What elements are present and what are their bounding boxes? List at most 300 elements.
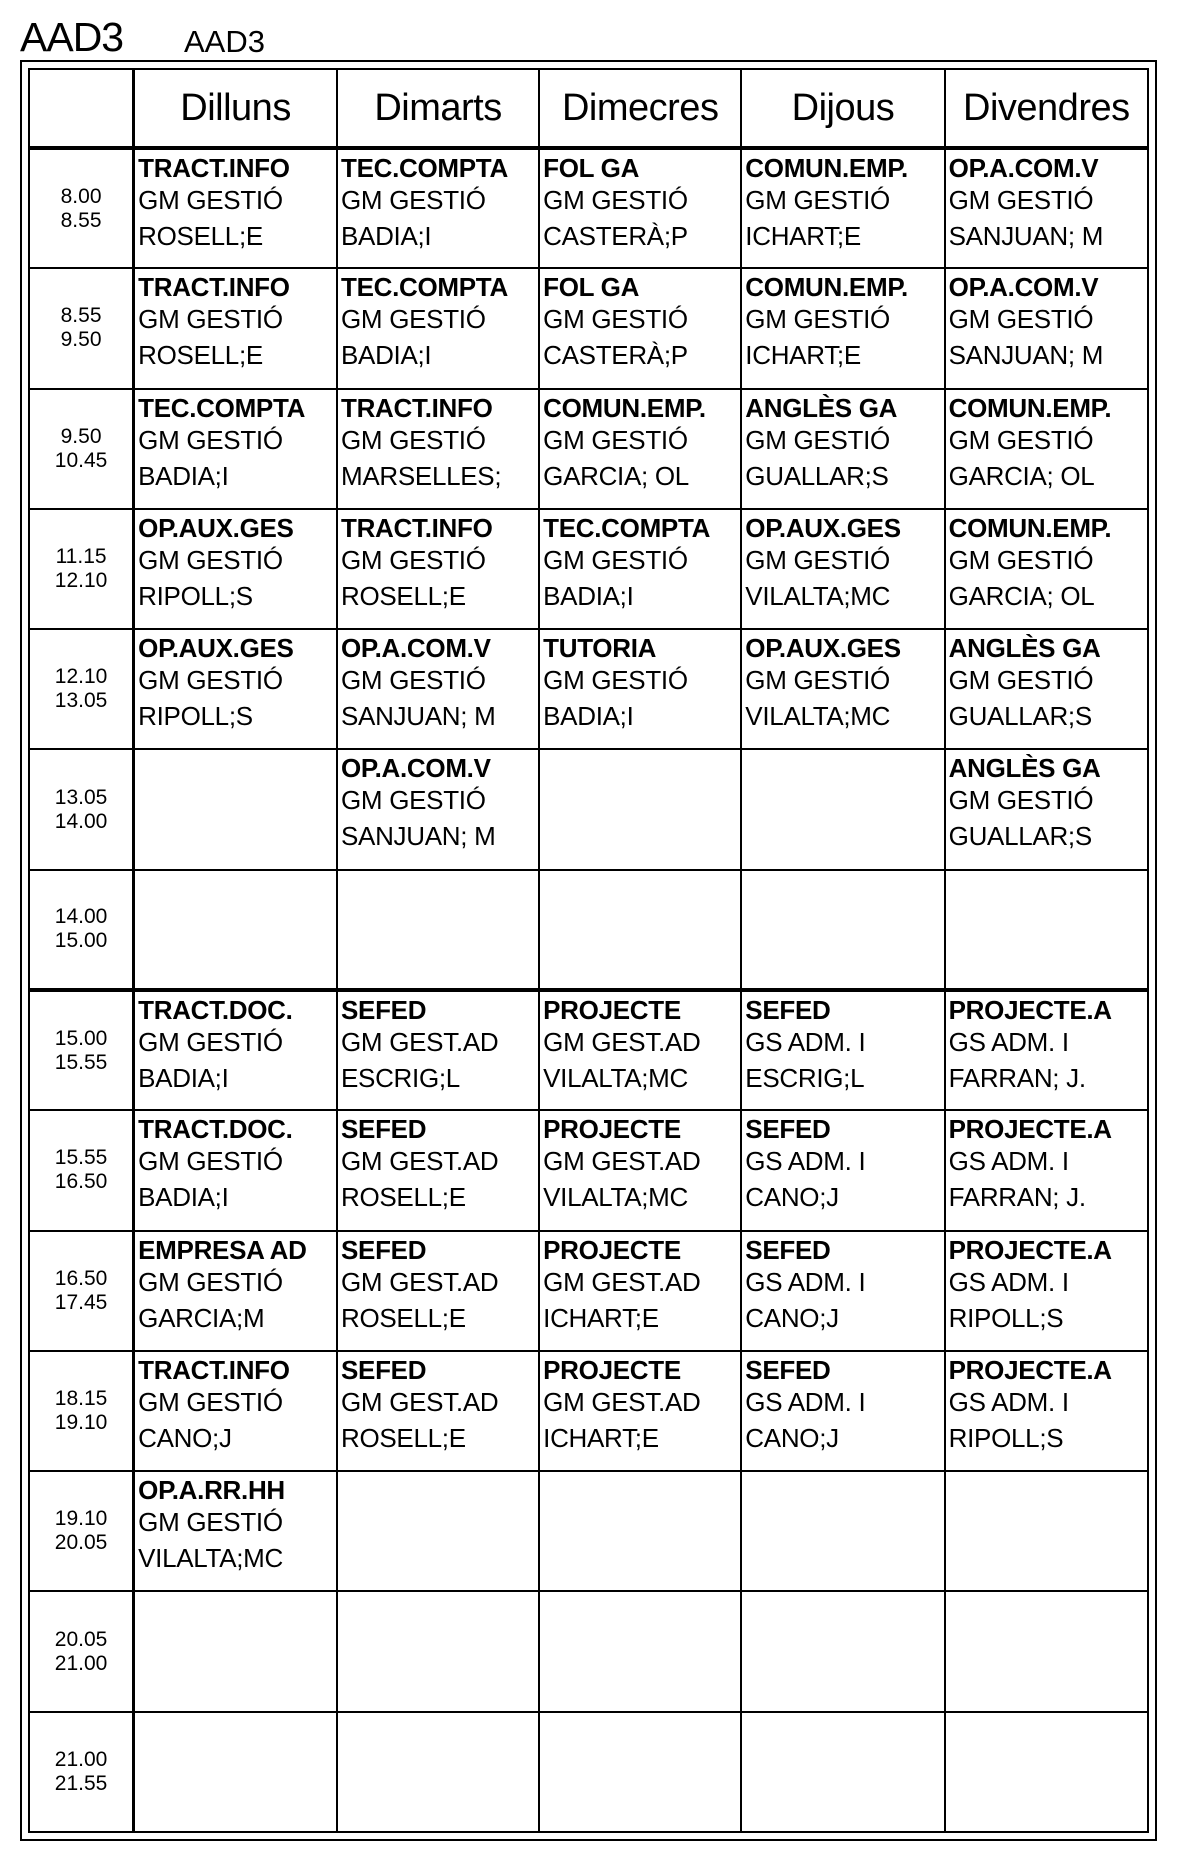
lesson-teacher: VILALTA;MC: [745, 701, 891, 732]
lesson-subject: TRACT.INFO: [138, 1354, 290, 1385]
lesson-cell: [539, 870, 741, 990]
lesson: [338, 1472, 538, 1476]
lesson-group: GM GESTIÓ: [138, 424, 283, 455]
time-start: 14.00: [54, 905, 108, 929]
lesson-teacher: SANJUAN; M: [948, 221, 1104, 251]
lesson-subject: OP.A.COM.V: [340, 753, 491, 784]
time-start: 11.15: [55, 544, 107, 568]
lesson: [946, 871, 1147, 875]
lesson-cell: [945, 1591, 1148, 1711]
lesson-cell: [134, 1712, 337, 1832]
lesson: [135, 390, 336, 494]
lesson-subject: SEFED: [745, 1114, 831, 1145]
lesson-group: GM GEST.AD: [340, 1386, 499, 1417]
page-subtitle: AAD3: [184, 24, 265, 59]
lesson-teacher: GUALLAR;S: [948, 821, 1092, 852]
lesson-cell: [134, 509, 337, 629]
time-end: 21.55: [54, 1771, 108, 1795]
day-header: Dimecres: [539, 69, 741, 148]
time-cell: [29, 1471, 134, 1591]
lesson-subject: PROJECTE: [543, 1354, 681, 1385]
lesson-subject: PROJECTE.A: [948, 1354, 1112, 1385]
lesson-group: GM GESTIÓ: [948, 544, 1094, 575]
time-end: 19.10: [54, 1410, 108, 1434]
lesson-teacher: BADIA;I: [543, 580, 634, 611]
time-start: 15.55: [54, 1146, 108, 1170]
time-start: 8.00: [60, 184, 102, 208]
lesson-subject: OP.A.RR.HH: [138, 1475, 285, 1506]
time-start: 18.15: [54, 1386, 108, 1410]
lesson-subject: OP.A.COM.V: [948, 153, 1099, 183]
lesson-teacher: ROSELL;E: [138, 340, 263, 371]
lesson-cell: [741, 509, 944, 629]
lesson-cell: [134, 1110, 337, 1230]
lesson-cell: [741, 1351, 944, 1471]
lesson-group: GM GESTIÓ: [138, 1146, 283, 1177]
lesson-cell: [741, 1591, 944, 1711]
lesson-teacher: RIPOLL;S: [948, 1422, 1064, 1453]
time-start: 13.05: [54, 785, 108, 809]
lesson-group: GM GESTIÓ: [340, 424, 486, 455]
lesson-group: GM GEST.AD: [340, 1026, 499, 1057]
lesson: [946, 390, 1147, 494]
lesson-teacher: ROSELL;E: [340, 580, 466, 611]
lesson-teacher: GUALLAR;S: [948, 701, 1092, 732]
time-end: 12.10: [54, 568, 108, 592]
lesson-subject: SEFED: [745, 1354, 831, 1385]
corner-cell: [29, 69, 134, 148]
lesson-teacher: BADIA;I: [138, 460, 229, 491]
lesson: [338, 1352, 538, 1456]
lesson-teacher: SANJUAN; M: [340, 821, 496, 852]
lesson-cell: [337, 1591, 539, 1711]
lesson: [135, 1592, 336, 1596]
time-cell: [29, 870, 134, 990]
lesson-group: GM GESTIÓ: [340, 304, 486, 335]
time-cell: [29, 389, 134, 509]
lesson-subject: TRACT.DOC.: [138, 1114, 293, 1145]
lesson: [742, 1232, 943, 1336]
lesson-group: GM GESTIÓ: [340, 665, 486, 696]
lesson-teacher: SANJUAN; M: [340, 701, 496, 732]
lesson: [540, 992, 740, 1096]
lesson: [338, 630, 538, 734]
lesson-cell: [337, 268, 539, 388]
lesson-cell: [539, 990, 741, 1110]
lesson-group: GM GESTIÓ: [138, 1386, 283, 1417]
lesson-cell: [945, 389, 1148, 509]
lesson-cell: [134, 148, 337, 268]
time-cell: [29, 990, 134, 1110]
lesson-group: GS ADM. I: [948, 1026, 1069, 1057]
lesson-cell: [134, 268, 337, 388]
time-cell: [29, 1231, 134, 1351]
lesson-subject: TUTORIA: [543, 633, 657, 664]
lesson-teacher: VILALTA;MC: [543, 1182, 688, 1213]
lesson-group: GM GESTIÓ: [948, 185, 1094, 215]
time-end: 14.00: [54, 809, 108, 833]
lesson-group: GM GEST.AD: [340, 1266, 499, 1297]
lesson-group: GM GESTIÓ: [745, 665, 890, 696]
lesson-cell: [741, 990, 944, 1110]
lesson: [540, 150, 740, 254]
lesson-cell: [741, 1110, 944, 1230]
lesson-group: GS ADM. I: [745, 1266, 866, 1297]
time-end: 15.55: [54, 1050, 108, 1074]
day-header: Dilluns: [134, 69, 337, 148]
lesson-subject: COMUN.EMP.: [745, 153, 908, 183]
time-end: 17.45: [54, 1290, 108, 1314]
lesson-group: GM GEST.AD: [543, 1386, 701, 1417]
lesson: [742, 1592, 943, 1596]
lesson-cell: [741, 870, 944, 990]
lesson-teacher: BADIA;I: [340, 340, 432, 371]
lesson-group: GM GESTIÓ: [138, 544, 283, 575]
time-slot-row: [29, 268, 1148, 388]
lesson: [338, 1713, 538, 1717]
lesson-cell: [741, 629, 944, 749]
lesson: [135, 871, 336, 875]
lesson-cell: [134, 990, 337, 1110]
lesson-teacher: SANJUAN; M: [948, 340, 1104, 371]
lesson-group: GM GESTIÓ: [340, 185, 486, 215]
lesson: [135, 510, 336, 614]
time-end: 13.05: [54, 689, 108, 713]
lesson-teacher: ICHART;E: [543, 1422, 659, 1453]
lesson-subject: PROJECTE.A: [948, 1234, 1112, 1265]
lesson-cell: [134, 1351, 337, 1471]
time-slot-row: [29, 509, 1148, 629]
lesson-cell: [337, 990, 539, 1110]
lesson-cell: [539, 1351, 741, 1471]
lesson-teacher: CANO;J: [745, 1422, 839, 1453]
lesson-teacher: ROSELL;E: [340, 1422, 466, 1453]
lesson-subject: FOL GA: [543, 272, 640, 303]
lesson-cell: [945, 148, 1148, 268]
lesson-teacher: BADIA;I: [138, 1062, 229, 1093]
lesson-subject: TRACT.INFO: [138, 272, 290, 303]
time-slot-row: [29, 990, 1148, 1110]
lesson-cell: [337, 1231, 539, 1351]
lesson: [338, 871, 538, 875]
lesson-teacher: GARCIA; OL: [543, 460, 689, 491]
lesson-group: GS ADM. I: [745, 1386, 866, 1417]
lesson-group: GS ADM. I: [948, 1146, 1069, 1177]
lesson-teacher: CASTERÀ;P: [543, 340, 688, 371]
lesson-teacher: GUALLAR;S: [745, 460, 889, 491]
lesson-teacher: ROSELL;E: [340, 1182, 466, 1213]
lesson-subject: SEFED: [745, 1234, 831, 1265]
time-slot-row: [29, 870, 1148, 990]
time-start: 16.50: [54, 1266, 108, 1290]
lesson-subject: COMUN.EMP.: [745, 272, 908, 303]
lesson-group: GM GEST.AD: [543, 1266, 701, 1297]
time-cell: [29, 509, 134, 629]
lesson-cell: [134, 629, 337, 749]
lesson: [135, 750, 336, 754]
lesson-group: GM GESTIÓ: [745, 185, 890, 215]
lesson-group: GM GESTIÓ: [138, 185, 283, 215]
lesson: [946, 1111, 1147, 1215]
lesson-group: GS ADM. I: [745, 1026, 866, 1057]
lesson-cell: [337, 1712, 539, 1832]
lesson: [135, 630, 336, 734]
time-slot-row: [29, 389, 1148, 509]
time-start: 8.55: [60, 304, 102, 328]
lesson-group: GM GESTIÓ: [340, 544, 486, 575]
day-header: Dimarts: [337, 69, 539, 148]
time-slot-row: [29, 629, 1148, 749]
lesson-subject: TRACT.DOC.: [138, 994, 293, 1025]
day-header: Divendres: [945, 69, 1148, 148]
lesson-cell: [945, 1351, 1148, 1471]
time-cell: [29, 148, 134, 268]
lesson-cell: [741, 1471, 944, 1591]
lesson: [742, 630, 943, 734]
lesson: [946, 750, 1147, 854]
lesson-teacher: CASTERÀ;P: [543, 221, 688, 251]
lesson-cell: [741, 1712, 944, 1832]
time-slot-row: [29, 1110, 1148, 1230]
lesson-group: GM GEST.AD: [543, 1026, 701, 1057]
lesson-teacher: BADIA;I: [543, 701, 634, 732]
lesson: [946, 150, 1147, 254]
time-slot-row: [29, 1231, 1148, 1351]
lesson-subject: SEFED: [340, 1234, 427, 1265]
lesson: [135, 1713, 336, 1717]
lesson-teacher: GARCIA; OL: [948, 580, 1095, 611]
lesson-teacher: CANO;J: [745, 1302, 839, 1333]
time-slot-row: [29, 1591, 1148, 1711]
lesson-teacher: RIPOLL;S: [138, 701, 253, 732]
lesson-subject: OP.AUX.GES: [138, 512, 294, 543]
lesson-subject: ANGLÈS GA: [745, 392, 898, 423]
lesson-subject: TEC.COMPTA: [340, 153, 508, 183]
lesson-cell: [337, 870, 539, 990]
lesson-group: GM GESTIÓ: [948, 304, 1094, 335]
time-end: 9.50: [60, 328, 102, 352]
time-slot-row: [29, 1351, 1148, 1471]
page-title: AAD3: [20, 14, 124, 60]
lesson: [540, 510, 740, 614]
lesson-teacher: GARCIA; OL: [948, 460, 1095, 491]
lesson-subject: TRACT.INFO: [340, 512, 493, 543]
lesson-cell: [741, 148, 944, 268]
lesson-group: GM GESTIÓ: [948, 665, 1094, 696]
lesson: [946, 1713, 1147, 1717]
lesson-group: GM GESTIÓ: [138, 1266, 283, 1297]
lesson: [540, 390, 740, 494]
lesson-subject: TEC.COMPTA: [543, 512, 711, 543]
lesson-cell: [945, 1110, 1148, 1230]
lesson-subject: PROJECTE.A: [948, 994, 1112, 1025]
lesson-group: GM GESTIÓ: [543, 544, 688, 575]
lesson: [135, 150, 336, 254]
lesson-cell: [539, 629, 741, 749]
lesson-group: GM GESTIÓ: [745, 544, 890, 575]
lesson-subject: SEFED: [745, 994, 831, 1025]
lesson-cell: [539, 268, 741, 388]
lesson-subject: PROJECTE: [543, 994, 681, 1025]
lesson-subject: PROJECTE: [543, 1234, 681, 1265]
time-start: 12.10: [54, 665, 108, 689]
lesson-cell: [539, 509, 741, 629]
lesson-cell: [741, 1231, 944, 1351]
lesson-cell: [337, 148, 539, 268]
lesson-teacher: RIPOLL;S: [948, 1302, 1064, 1333]
lesson-subject: OP.AUX.GES: [138, 633, 294, 664]
lesson-teacher: ESCRIG;L: [340, 1062, 460, 1093]
lesson-cell: [945, 629, 1148, 749]
lesson-teacher: BADIA;I: [340, 221, 432, 251]
lesson-teacher: VILALTA;MC: [138, 1543, 283, 1574]
lesson: [742, 510, 943, 614]
lesson-teacher: ICHART;E: [745, 221, 861, 251]
lesson-cell: [539, 389, 741, 509]
lesson-cell: [945, 870, 1148, 990]
lesson-teacher: VILALTA;MC: [745, 580, 891, 611]
lesson-group: GM GESTIÓ: [745, 304, 890, 335]
lesson-group: GM GESTIÓ: [138, 665, 283, 696]
time-cell: [29, 749, 134, 869]
lesson-group: GS ADM. I: [948, 1266, 1069, 1297]
lesson-group: GS ADM. I: [948, 1386, 1069, 1417]
lesson: [742, 390, 943, 494]
lesson: [540, 1111, 740, 1215]
lesson: [742, 269, 943, 373]
lesson: [338, 1111, 538, 1215]
lesson: [338, 1592, 538, 1596]
time-start: 21.00: [54, 1747, 108, 1771]
time-start: 15.00: [54, 1026, 108, 1050]
time-cell: [29, 1591, 134, 1711]
lesson: [946, 510, 1147, 614]
time-slot-row: [29, 1471, 1148, 1591]
lesson: [338, 150, 538, 254]
lesson-cell: [134, 1591, 337, 1711]
lesson-group: GM GESTIÓ: [948, 424, 1094, 455]
lesson: [540, 1232, 740, 1336]
lesson: [742, 1713, 943, 1717]
day-header: Dijous: [741, 69, 944, 148]
time-end: 10.45: [54, 448, 108, 472]
lesson-teacher: RIPOLL;S: [138, 580, 253, 611]
day-header-row: [29, 69, 1148, 148]
time-slot-row: [29, 148, 1148, 268]
lesson: [540, 1713, 740, 1717]
lesson-cell: [337, 389, 539, 509]
lesson-group: GM GEST.AD: [340, 1146, 499, 1177]
lesson: [946, 992, 1147, 1096]
lesson-cell: [945, 749, 1148, 869]
lesson: [742, 1111, 943, 1215]
lesson-subject: TEC.COMPTA: [340, 272, 508, 303]
lesson-group: GS ADM. I: [745, 1146, 866, 1177]
lesson: [338, 1232, 538, 1336]
lesson-group: GM GESTIÓ: [745, 424, 890, 455]
lesson-cell: [945, 1231, 1148, 1351]
lesson-teacher: ROSELL;E: [340, 1302, 466, 1333]
lesson-subject: PROJECTE: [543, 1114, 681, 1145]
time-cell: [29, 1351, 134, 1471]
lesson-cell: [337, 1351, 539, 1471]
lesson-teacher: CANO;J: [745, 1182, 839, 1213]
lesson: [742, 150, 943, 254]
lesson: [338, 390, 538, 494]
lesson: [338, 510, 538, 614]
lesson-group: GM GESTIÓ: [543, 424, 688, 455]
lesson: [135, 1232, 336, 1336]
lesson: [742, 1352, 943, 1456]
time-start: 19.10: [54, 1507, 108, 1531]
lesson-cell: [945, 268, 1148, 388]
lesson: [540, 750, 740, 754]
lesson-group: GM GEST.AD: [543, 1146, 701, 1177]
lesson: [946, 1352, 1147, 1456]
time-cell: [29, 268, 134, 388]
lesson-subject: ANGLÈS GA: [948, 753, 1101, 784]
time-end: 8.55: [60, 208, 102, 232]
lesson-subject: COMUN.EMP.: [543, 392, 706, 423]
lesson-teacher: BADIA;I: [138, 1182, 229, 1213]
time-end: 16.50: [54, 1170, 108, 1194]
lesson: [540, 1592, 740, 1596]
lesson-group: GM GESTIÓ: [340, 785, 486, 816]
lesson-teacher: MARSELLES;: [340, 460, 502, 491]
lesson: [338, 269, 538, 373]
lesson-cell: [539, 1110, 741, 1230]
lesson-cell: [945, 509, 1148, 629]
lesson-subject: TEC.COMPTA: [138, 392, 306, 423]
lesson-cell: [539, 148, 741, 268]
time-end: 20.05: [54, 1531, 108, 1555]
lesson-cell: [945, 1712, 1148, 1832]
lesson-subject: SEFED: [340, 994, 427, 1025]
lesson-teacher: FARRAN; J.: [948, 1062, 1086, 1093]
lesson: [135, 1472, 336, 1576]
time-cell: [29, 1712, 134, 1832]
lesson-subject: TRACT.INFO: [138, 153, 290, 183]
lesson-cell: [741, 749, 944, 869]
lesson-cell: [539, 1231, 741, 1351]
lesson-teacher: ICHART;E: [745, 340, 861, 371]
lesson: [540, 269, 740, 373]
lesson-group: GM GESTIÓ: [138, 304, 283, 335]
lesson-subject: OP.AUX.GES: [745, 512, 901, 543]
lesson: [946, 269, 1147, 373]
lesson-cell: [539, 749, 741, 869]
lesson-cell: [539, 1471, 741, 1591]
time-start: 9.50: [60, 424, 102, 448]
lesson: [946, 1592, 1147, 1596]
lesson: [742, 992, 943, 1096]
lesson: [946, 1472, 1147, 1476]
lesson-subject: OP.AUX.GES: [745, 633, 901, 664]
lesson-subject: FOL GA: [543, 153, 640, 183]
lesson-cell: [945, 1471, 1148, 1591]
lesson-subject: TRACT.INFO: [340, 392, 493, 423]
time-end: 15.00: [54, 929, 108, 953]
lesson-group: GM GESTIÓ: [543, 304, 688, 335]
lesson: [540, 871, 740, 875]
lesson-subject: ANGLÈS GA: [948, 633, 1101, 664]
time-start: 20.05: [54, 1627, 108, 1651]
lesson-group: GM GESTIÓ: [543, 185, 688, 215]
lesson-group: GM GESTIÓ: [138, 1507, 283, 1538]
lesson-subject: OP.A.COM.V: [340, 633, 491, 664]
lesson: [135, 992, 336, 1096]
lesson: [742, 1472, 943, 1476]
